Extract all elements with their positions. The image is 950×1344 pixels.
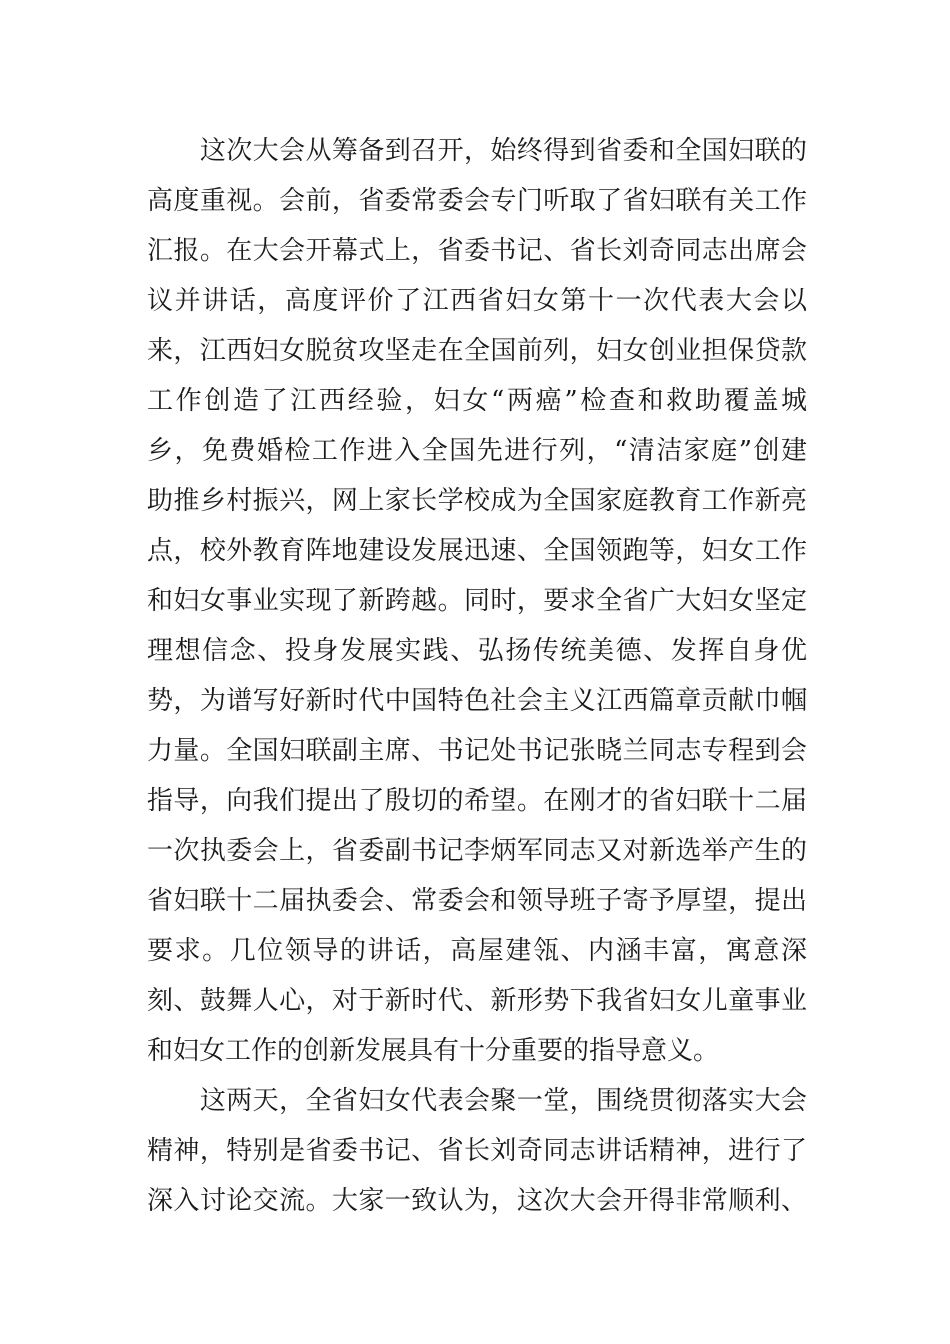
text-line: 指导，向我们提出了殷切的希望。在刚才的省妇联十二届 — [147, 786, 807, 816]
paragraph — [147, 126, 807, 1076]
text-line: 势，为谱写好新时代中国特色社会主义江西篇章贡献巾帼 — [147, 686, 807, 716]
body-text — [147, 126, 807, 1226]
text-line: 高度重视。会前，省委常委会专门听取了省妇联有关工作 — [147, 186, 807, 216]
text-line: 力量。全国妇联副主席、书记处书记张晓兰同志专程到会 — [147, 736, 807, 766]
text-line: 来，江西妇女脱贫攻坚走在全国前列，妇女创业担保贷款 — [147, 336, 807, 366]
paragraph — [147, 1076, 807, 1226]
text-line: 刻、鼓舞人心，对于新时代、新形势下我省妇女儿童事业 — [147, 986, 807, 1016]
text-line: 和妇女工作的创新发展具有十分重要的指导意义。 — [147, 1036, 720, 1066]
text-line: 工作创造了江西经验，妇女“两癌”检查和救助覆盖城 — [147, 386, 807, 416]
text-line: 乡，免费婚检工作进入全国先进行列，“清洁家庭”创建 — [147, 436, 807, 466]
text-line: 这两天，全省妇女代表会聚一堂，围绕贯彻落实大会 — [147, 1086, 807, 1116]
text-line: 汇报。在大会开幕式上，省委书记、省长刘奇同志出席会 — [147, 236, 807, 266]
text-line: 议并讲话，高度评价了江西省妇女第十一次代表大会以 — [147, 286, 807, 316]
text-line: 点，校外教育阵地建设发展迅速、全国领跑等，妇女工作 — [147, 536, 807, 566]
text-line: 理想信念、投身发展实践、弘扬传统美德、发挥自身优 — [147, 636, 807, 666]
text-line: 这次大会从筹备到召开，始终得到省委和全国妇联的 — [147, 136, 807, 166]
text-line: 省妇联十二届执委会、常委会和领导班子寄予厚望，提出 — [147, 886, 807, 916]
text-line: 助推乡村振兴，网上家长学校成为全国家庭教育工作新亮 — [147, 486, 807, 516]
text-line: 和妇女事业实现了新跨越。同时，要求全省广大妇女坚定 — [147, 586, 807, 616]
text-line: 深入讨论交流。大家一致认为，这次大会开得非常顺利、 — [147, 1186, 807, 1216]
text-line: 要求。几位领导的讲话，高屋建瓴、内涵丰富，寓意深 — [147, 936, 807, 966]
text-line: 精神，特别是省委书记、省长刘奇同志讲话精神，进行了 — [147, 1136, 807, 1166]
text-line: 一次执委会上，省委副书记李炳军同志又对新选举产生的 — [147, 836, 807, 866]
